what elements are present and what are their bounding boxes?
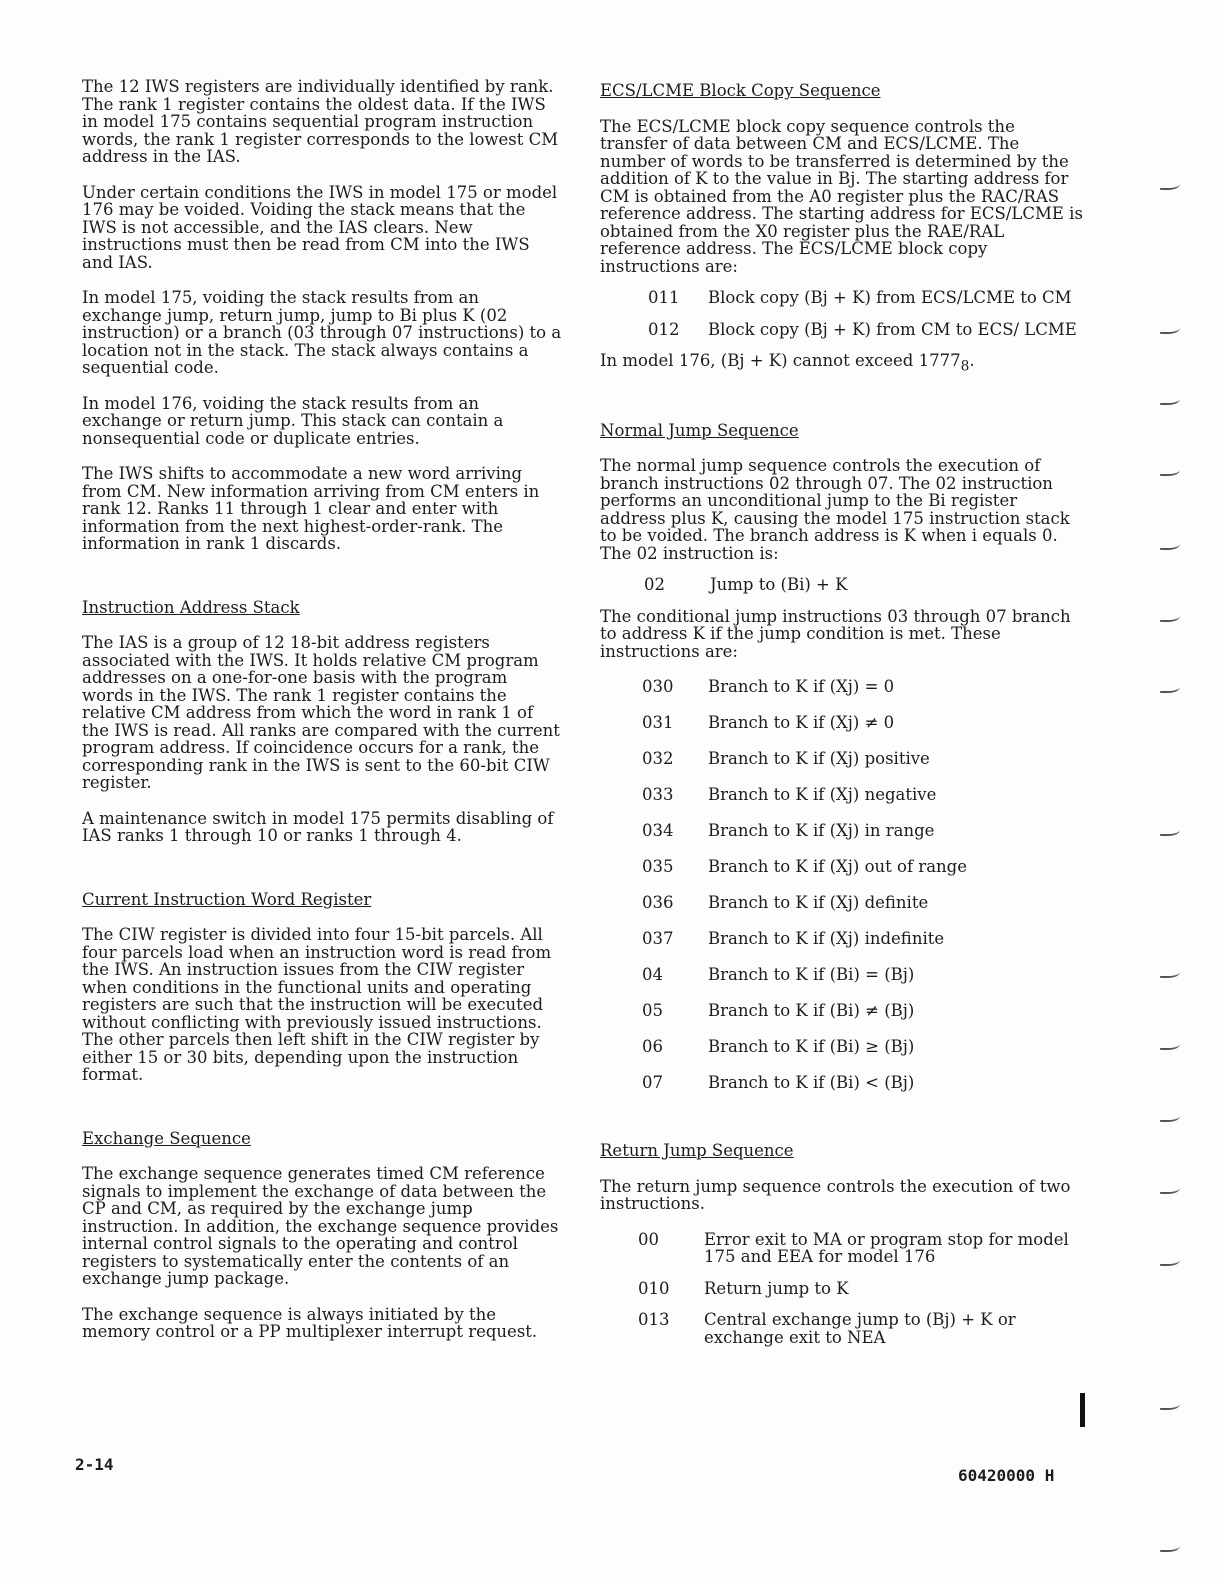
exchange-paragraph: The exchange sequence generates timed CM reference signals to implement the exchange of data between the CP and CM, as required by the exchange jump instruction. In addition, the exchange sequence provides internal control signals to the operating and control registers to systematically enter the contents of an exchange jump package.: [82, 1164, 559, 1288]
ecs-limit-period: .: [969, 351, 975, 370]
binding-mark: [1160, 180, 1180, 190]
model-175-voiding-paragraph: In model 175, voiding the stack results from an exchange jump, return jump, jump to Bi plus K (02 instruction) or a branch (03 through 07 instructions) to a location not in the stack. The stack always contains a sequential code.: [82, 288, 562, 377]
ecs-limit-paragraph: [600, 352, 1085, 376]
instruction-item: [648, 321, 1085, 339]
instruction-desc: Branch to K if (Xj) definite: [708, 893, 929, 913]
branch-item: [642, 894, 1085, 930]
normal-jump-heading: Normal Jump Sequence: [600, 420, 799, 440]
instruction-item: [638, 1231, 1085, 1266]
ecs-heading: ECS/LCME Block Copy Sequence: [600, 81, 881, 100]
exchange-initiation-paragraph: The exchange sequence is always initiated by the memory control or a PP multiplexer interrupt request.: [82, 1304, 538, 1341]
instruction-code: 011: [648, 288, 680, 307]
binding-mark: [1160, 324, 1180, 334]
instruction-code: 031: [642, 713, 674, 733]
instruction-desc: Block copy (Bj + K) from ECS/LCME to CM: [708, 288, 1072, 307]
instruction-item: [648, 289, 1085, 307]
binding-mark: [1160, 1256, 1180, 1266]
instruction-code: 06: [642, 1037, 663, 1057]
instruction-code: 033: [642, 785, 674, 805]
instruction-desc: Branch to K if (Xj) indefinite: [708, 929, 945, 949]
binding-mark: [1160, 1184, 1180, 1194]
instruction-code: 030: [642, 677, 674, 697]
branch-item: [642, 786, 1085, 822]
instruction-code: 035: [642, 857, 674, 877]
instruction-desc: Branch to K if (Xj) in range: [708, 821, 935, 841]
instruction-code: 04: [642, 965, 663, 985]
octal-subscript: 8: [960, 358, 970, 375]
ecs-paragraph: The ECS/LCME block copy sequence controls the transfer of data between CM and ECS/LCME. The number of words to be transferred is determined by the addition of K to the value in Bj. The starting address for CM is obtained from the A0 register plus the RAC/RAS reference address. The starting address for ECS/LCME is obtained from the X0 register plus the RAE/RAL reference address. The ECS/LCME block copy instructions are:: [600, 116, 1083, 276]
model-176-voiding-paragraph: In model 176, voiding the stack results from an exchange or return jump. This stack can contain a nonsequential code or duplicate entries.: [82, 393, 504, 448]
instruction-code: 00: [638, 1229, 659, 1249]
ecs-limit-text: In model 176, (Bj + K) cannot exceed 1777: [600, 351, 961, 370]
instruction-code: 010: [638, 1278, 670, 1298]
binding-mark: [1160, 540, 1180, 550]
instruction-desc: Branch to K if (Bi) ≠ (Bj): [708, 1001, 915, 1021]
document-number: 60420000 H: [958, 1466, 1055, 1485]
binding-mark: [1160, 612, 1180, 622]
branch-item: [642, 1002, 1085, 1038]
binding-mark: [1160, 466, 1180, 476]
branch-item: [642, 1038, 1085, 1074]
branch-item: [642, 930, 1085, 966]
instruction-item: [638, 1311, 1085, 1346]
ias-paragraph: The IAS is a group of 12 18-bit address registers associated with the IWS. It holds relative CM program addresses on a one-for-one basis with the program words in the IWS. The rank 1 register contains the relative CM address from which the word in rank 1 of the IWS is read. All ranks are compared with the current program address. If coincidence occurs for a rank, the corresponding rank in the IWS is sent to the 60-bit CIW register.: [82, 633, 560, 792]
branch-item: [642, 858, 1085, 894]
exchange-heading: Exchange Sequence: [82, 1128, 251, 1148]
binding-mark: [1160, 395, 1180, 405]
instruction-code: 05: [642, 1001, 663, 1021]
instruction-desc: Branch to K if (Xj) ≠ 0: [708, 713, 895, 733]
conditional-jump-paragraph: The conditional jump instructions 03 through 07 branch to address K if the jump condition is met. These instructions are:: [600, 606, 1071, 661]
left-column: [82, 78, 562, 1341]
voiding-paragraph: Under certain conditions the IWS in model 175 or model 176 may be voided. Voiding the stack means that the IWS is not accessible, and the IAS clears. New instructions must then be read from CM into the IWS and IAS.: [82, 182, 558, 272]
instruction-desc: Branch to K if (Bi) < (Bj): [708, 1073, 915, 1093]
instruction-desc: Branch to K if (Xj) positive: [708, 749, 930, 769]
branch-list: [642, 678, 1085, 1110]
instruction-code: 037: [642, 929, 674, 949]
binding-mark: [1160, 1040, 1180, 1050]
instruction-desc: Central exchange jump to (Bj) + K or exchange exit to NEA: [704, 1310, 1016, 1347]
instruction-code: 032: [642, 749, 674, 769]
page-number: 2-14: [75, 1455, 114, 1474]
iws-ranks-paragraph: The 12 IWS registers are individually identified by rank. The rank 1 register contains the oldest data. If the IWS in model 175 contains sequential program instruction words, the rank 1 register corresponds to the lowest CM address in the IAS.: [82, 77, 559, 166]
binding-mark: [1160, 826, 1180, 836]
ias-heading: Instruction Address Stack: [82, 597, 300, 617]
iws-shift-paragraph: The IWS shifts to accommodate a new word arriving from CM. New information arriving from CM enters in rank 12. Ranks 11 through 1 clear and enter with information from the next highest-order-rank. The information in rank 1 discards.: [82, 464, 540, 553]
instruction-desc: Branch to K if (Xj) out of range: [708, 857, 967, 877]
return-jump-heading: Return Jump Sequence: [600, 1141, 794, 1161]
branch-item: [642, 714, 1085, 750]
instruction-code: 036: [642, 893, 674, 913]
return-jump-paragraph: The return jump sequence controls the execution of two instructions.: [600, 1176, 1071, 1214]
instruction-code: 012: [648, 319, 680, 339]
instruction-code: 034: [642, 821, 674, 841]
branch-item: [642, 966, 1085, 1002]
instruction-desc: Block copy (Bj + K) from CM to ECS/ LCME: [708, 319, 1077, 339]
binding-mark: [1160, 968, 1180, 978]
instruction-desc: Branch to K if (Xj) negative: [708, 785, 937, 805]
right-column: [600, 82, 1085, 1346]
ciw-heading: Current Instruction Word Register: [82, 889, 372, 909]
instruction-desc: Branch to K if (Bi) ≥ (Bj): [708, 1037, 915, 1057]
binding-mark: [1160, 683, 1180, 693]
branch-item: [642, 678, 1085, 714]
instruction-desc: Branch to K if (Bi) = (Bj): [708, 965, 915, 985]
maintenance-switch-paragraph: A maintenance switch in model 175 permits disabling of IAS ranks 1 through 10 or ranks 1 through 4.: [82, 808, 554, 845]
instruction-code: 013: [638, 1310, 670, 1330]
instruction-desc: Branch to K if (Xj) = 0: [708, 677, 895, 697]
instruction-item: [644, 576, 1085, 594]
branch-item: [642, 1074, 1085, 1110]
instruction-desc: Return jump to K: [704, 1278, 849, 1298]
binding-mark: [1160, 1542, 1180, 1552]
instruction-item: [638, 1280, 1085, 1298]
binding-mark: [1160, 1400, 1180, 1410]
normal-jump-paragraph: The normal jump sequence controls the execution of branch instructions 02 through 07. The 02 instruction performs an unconditional jump to the Bi register address plus K, causing the model 175 instruction stack to be voided. The branch address is K when i equals 0. The 02 instruction is:: [600, 456, 1070, 563]
ciw-paragraph: The CIW register is divided into four 15-bit parcels. All four parcels load when an instruction word is read from the IWS. An instruction issues from the CIW register when conditions in the functional units and operating registers are such that the instruction will be executed without conflicting with previously issued instructions. The other parcels then left shift in the CIW register by either 15 or 30 bits, depending upon the instruction format.: [82, 925, 552, 1084]
change-bar: [1080, 1393, 1085, 1427]
binding-mark: [1160, 1112, 1180, 1122]
branch-item: [642, 750, 1085, 786]
instruction-desc: Jump to (Bi) + K: [710, 575, 848, 595]
instruction-code: 07: [642, 1073, 663, 1093]
instruction-code: 02: [644, 575, 665, 595]
instruction-desc: Error exit to MA or program stop for model 175 and EEA for model 176: [704, 1229, 1069, 1267]
branch-item: [642, 822, 1085, 858]
